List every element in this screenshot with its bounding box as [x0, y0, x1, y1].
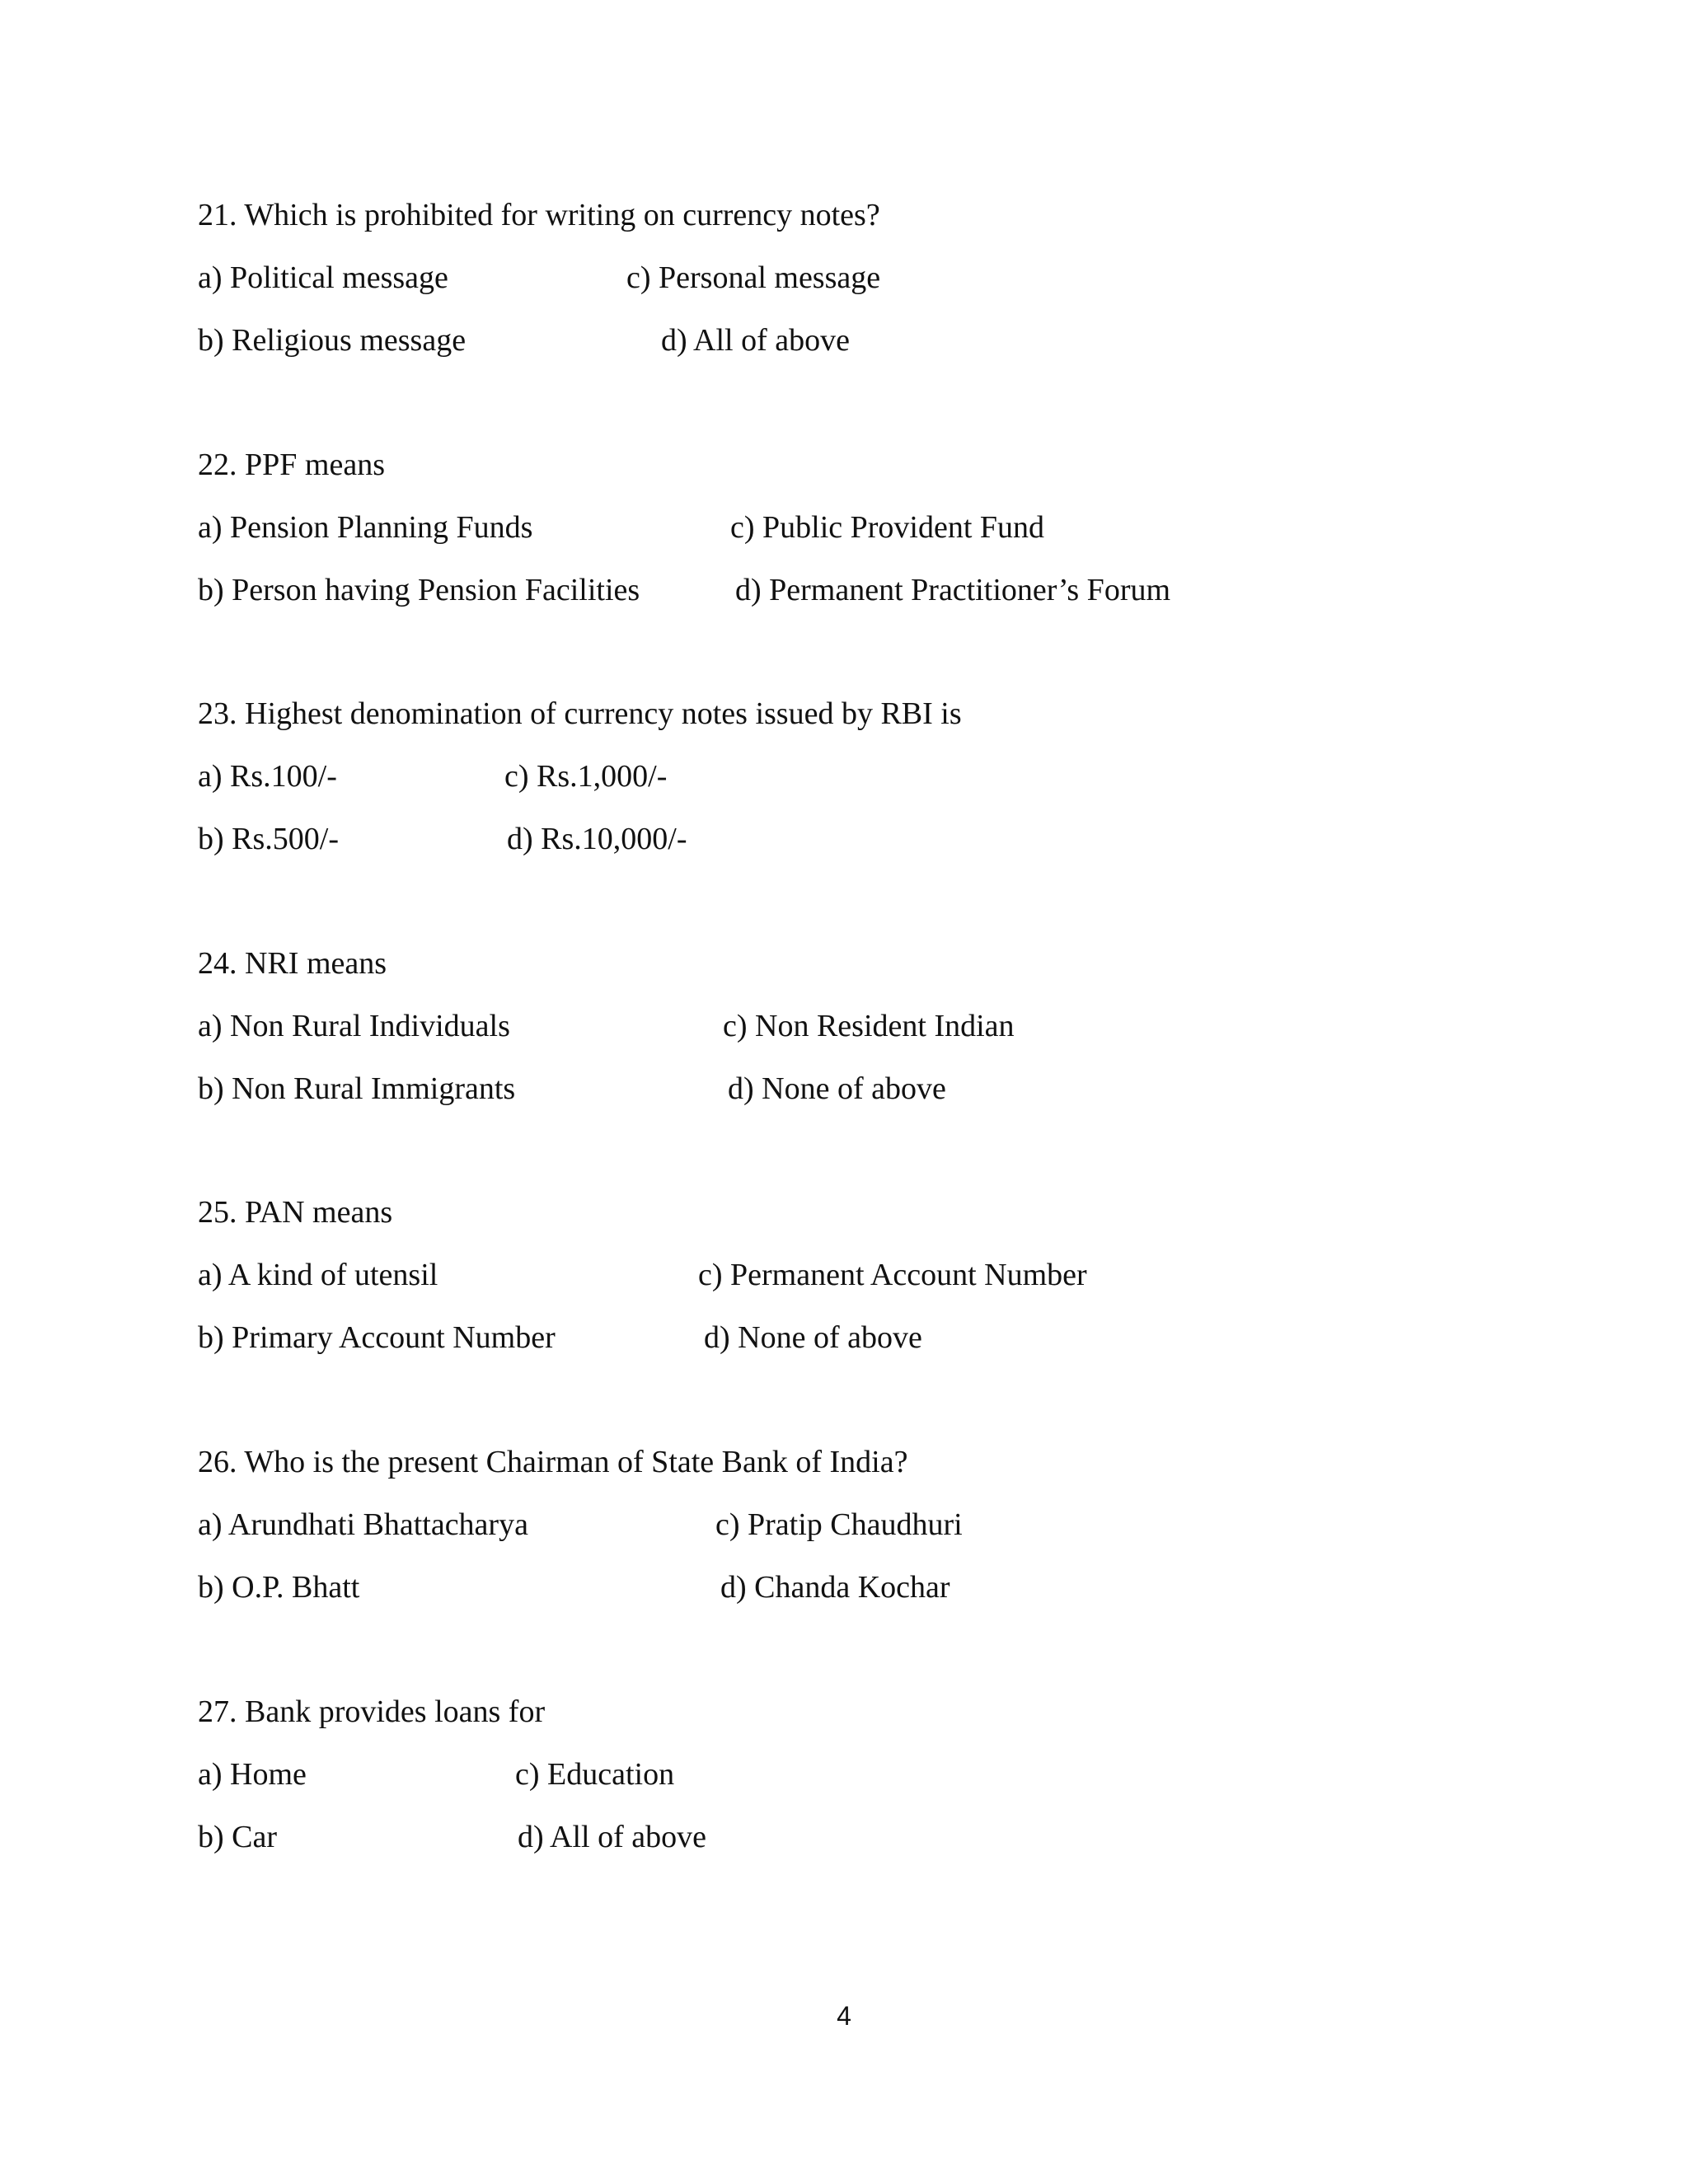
option-a: a) Non Rural Individuals	[198, 1009, 510, 1043]
page-number: 4	[837, 2001, 851, 2031]
option-d: d) None of above	[728, 1071, 946, 1106]
question-text: 25. PAN means	[198, 1195, 393, 1230]
question-text: 21. Which is prohibited for writing on currency notes?	[198, 198, 880, 232]
question-text: 26. Who is the present Chairman of State Bank of India?	[198, 1445, 908, 1479]
option-b: b) Rs.500/-	[198, 822, 339, 856]
option-c: c) Rs.1,000/-	[504, 759, 668, 794]
option-a: a) Political message	[198, 260, 448, 295]
option-d: d) All of above	[518, 1820, 707, 1854]
option-d: d) None of above	[704, 1320, 922, 1355]
question-text: 27. Bank provides loans for	[198, 1694, 546, 1729]
option-b: b) Person having Pension Facilities	[198, 573, 640, 607]
option-a: a) Home	[198, 1757, 307, 1792]
option-b: b) Car	[198, 1820, 278, 1854]
option-c: c) Permanent Account Number	[698, 1258, 1087, 1292]
option-b: b) Religious message	[198, 323, 467, 358]
option-a: a) Rs.100/-	[198, 759, 337, 794]
option-c: c) Non Resident Indian	[723, 1009, 1015, 1043]
option-b: b) Primary Account Number	[198, 1320, 556, 1355]
option-d: d) All of above	[661, 323, 851, 358]
option-c: c) Pratip Chaudhuri	[715, 1507, 963, 1542]
question-text: 24. NRI means	[198, 946, 387, 981]
option-c: c) Education	[515, 1757, 675, 1792]
option-d: d) Rs.10,000/-	[507, 822, 687, 856]
option-d: d) Permanent Practitioner’s Forum	[735, 573, 1171, 607]
option-a: a) Pension Planning Funds	[198, 510, 533, 545]
question-text: 23. Highest denomination of currency notes issued by RBI is	[198, 696, 962, 731]
option-b: b) O.P. Bhatt	[198, 1570, 360, 1605]
option-c: c) Public Provident Fund	[730, 510, 1045, 545]
option-c: c) Personal message	[626, 260, 881, 295]
option-a: a) Arundhati Bhattacharya	[198, 1507, 528, 1542]
question-text: 22. PPF means	[198, 448, 385, 482]
option-d: d) Chanda Kochar	[720, 1570, 950, 1605]
option-a: a) A kind of utensil	[198, 1258, 438, 1292]
option-b: b) Non Rural Immigrants	[198, 1071, 516, 1106]
